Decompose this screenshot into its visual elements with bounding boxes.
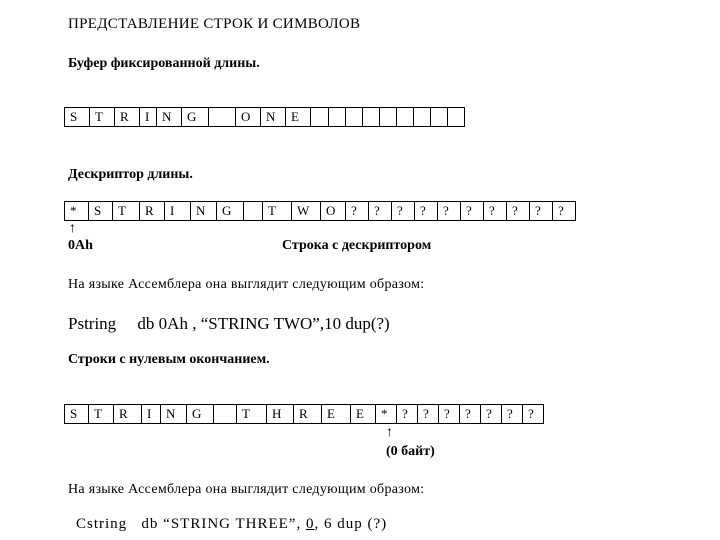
- asm-code-pstring: Pstring db 0Ah , “STRING TWO”,10 dup(?): [68, 314, 390, 333]
- asm-intro-1: На языке Ассемблера она выглядит следующим образом:: [68, 277, 425, 292]
- string-cell: R: [139, 201, 165, 221]
- string-cell: R: [113, 404, 142, 424]
- string-cell: *: [375, 404, 397, 424]
- asm-code-suffix: , 6 dup (?): [314, 516, 388, 532]
- string-cell: I: [139, 107, 157, 127]
- string-cell: ?: [437, 201, 461, 221]
- nullterm-cells: [65, 404, 544, 424]
- string-cell: G: [216, 201, 244, 221]
- string-cell: [213, 404, 237, 424]
- string-cell: ?: [391, 201, 415, 221]
- string-cell: W: [291, 201, 321, 221]
- string-cell: [447, 107, 465, 127]
- string-cell: S: [88, 201, 113, 221]
- descriptor-caption: Строка с дескриптором: [282, 238, 432, 253]
- asm-code-cstring: [76, 516, 387, 533]
- fixed-buffer-cells: [65, 107, 465, 127]
- string-cell: [396, 107, 414, 127]
- string-cell: N: [190, 201, 217, 221]
- string-cell: T: [88, 404, 114, 424]
- string-cell: [345, 107, 363, 127]
- string-cell: ?: [414, 201, 438, 221]
- string-cell: *: [64, 201, 89, 221]
- string-cell: [310, 107, 329, 127]
- string-cell: ?: [506, 201, 530, 221]
- string-cell: [430, 107, 448, 127]
- string-cell: ?: [480, 404, 502, 424]
- string-cell: G: [186, 404, 214, 424]
- string-cell: I: [164, 201, 191, 221]
- up-arrow-icon: ↑: [69, 221, 76, 236]
- string-cell: R: [114, 107, 140, 127]
- string-cell: ?: [483, 201, 507, 221]
- string-cell: S: [64, 404, 89, 424]
- string-cell: N: [156, 107, 182, 127]
- asm-intro-2: На языке Ассемблера она выглядит следующим образом:: [68, 482, 425, 497]
- string-cell: ?: [460, 201, 484, 221]
- string-cell: T: [236, 404, 267, 424]
- string-cell: [328, 107, 346, 127]
- string-cell: G: [181, 107, 209, 127]
- string-cell: ?: [522, 404, 544, 424]
- nullterm-heading: Строки с нулевым окончанием.: [68, 352, 270, 367]
- string-cell: [243, 201, 263, 221]
- string-cell: N: [160, 404, 187, 424]
- string-cell: ?: [438, 404, 460, 424]
- descriptor-cells: [65, 201, 576, 221]
- descriptor-heading: Дескриптор длины.: [68, 167, 193, 182]
- page-title: ПРЕДСТАВЛЕНИЕ СТРОК И СИМВОЛОВ: [68, 16, 361, 32]
- string-cell: ?: [345, 201, 369, 221]
- string-cell: ?: [396, 404, 418, 424]
- string-cell: ?: [552, 201, 576, 221]
- string-cell: [208, 107, 236, 127]
- length-value-label: 0Ah: [68, 238, 93, 253]
- string-cell: [379, 107, 397, 127]
- string-cell: ?: [501, 404, 523, 424]
- string-cell: [362, 107, 380, 127]
- string-cell: ?: [529, 201, 553, 221]
- string-cell: ?: [459, 404, 481, 424]
- string-cell: O: [235, 107, 261, 127]
- string-cell: O: [320, 201, 346, 221]
- asm-code-prefix: Cstring db “STRING THREE”,: [76, 516, 306, 532]
- string-cell: E: [350, 404, 376, 424]
- string-cell: T: [262, 201, 292, 221]
- string-cell: ?: [368, 201, 392, 221]
- string-cell: I: [141, 404, 161, 424]
- string-cell: E: [285, 107, 311, 127]
- zero-byte-label: (0 байт): [386, 444, 435, 459]
- string-cell: S: [64, 107, 90, 127]
- fixed-buffer-heading: Буфер фиксированной длины.: [68, 56, 260, 71]
- string-cell: T: [89, 107, 115, 127]
- string-cell: T: [112, 201, 140, 221]
- string-cell: H: [266, 404, 294, 424]
- string-cell: E: [321, 404, 351, 424]
- string-cell: [413, 107, 431, 127]
- string-cell: ?: [417, 404, 439, 424]
- string-cell: N: [260, 107, 286, 127]
- up-arrow-icon: ↑: [386, 425, 393, 440]
- string-cell: R: [293, 404, 322, 424]
- asm-code-zero: 0: [305, 516, 315, 532]
